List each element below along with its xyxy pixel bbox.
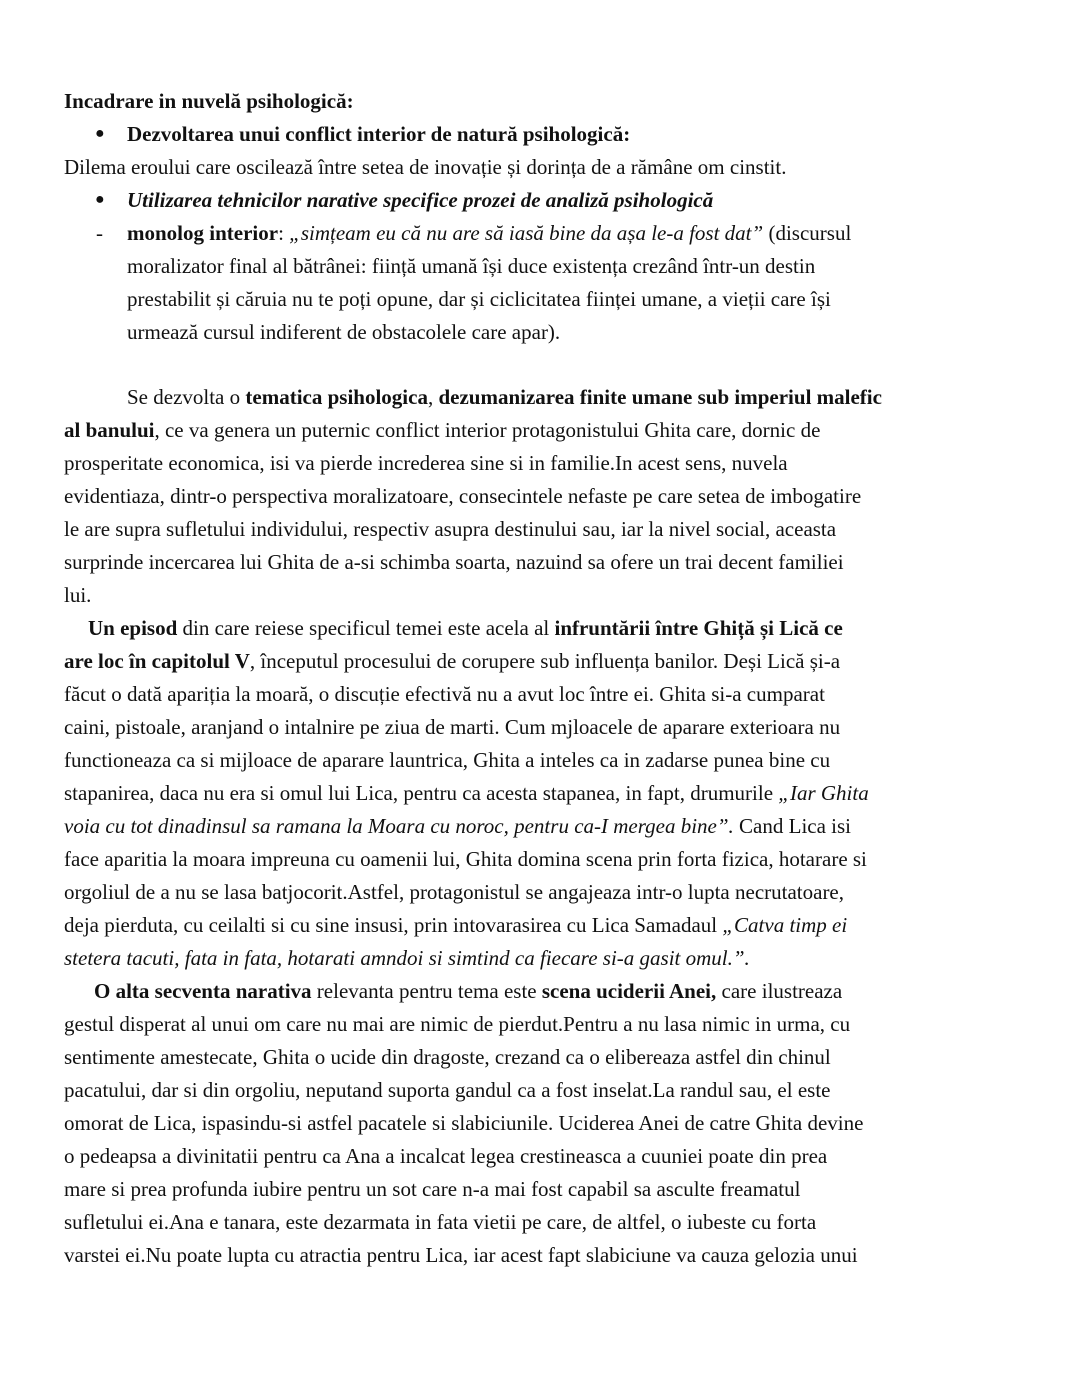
dilemma-line: Dilema eroului care oscilează între setea de inovație și dorința de a rămâne om cinstit. (64, 155, 787, 179)
section-heading: Incadrare in nuvelă psihologică: (64, 89, 354, 113)
p2-line-4: caini, pistoale, aranjand o intalnire pe ziua de marti. Cum mjloacele de aparare exterioara nu (64, 715, 841, 739)
p3-line-3: sentimente amestecate, Ghita o ucide din dragoste, crezand ca o elibereaza astfel din chinul (64, 1045, 831, 1069)
p2-line-2: are loc în capitolul V, începutul procesului de corupere sub influența banilor. Deși Lică și-a (64, 649, 841, 673)
p2-line-1: Un episod din care reiese specificul temei este acela al infruntării între Ghiță și Lică ce (88, 616, 843, 640)
p2-line-7: voia cu tot dinadinsul sa ramana la Moara cu noroc, pentru ca-I mergea bine”. Cand Lica isi (64, 814, 852, 838)
monolog-label: monolog interior (127, 221, 279, 245)
p2-line-8: face aparitia la moara impreuna cu oamenii lui, Ghita domina scena prin forta fizica, hotarare si (64, 847, 867, 871)
p2-line-10: deja pierduta, cu ceilalti si cu sine insusi, prin intovarasirea cu Lica Samadaul „Catva timp ei (64, 913, 848, 937)
monolog-quote: „simțeam eu că nu are să iasă bine da așa le-a fost dat” (289, 221, 764, 245)
p3-line-2: gestul disperat al unui om care nu mai are nimic de pierdut.Pentru a nu lasa nimic in urma, cu (64, 1012, 851, 1036)
p3-line-7: mare si prea profunda iubire pentru un sot care n-a mai fost capabil sa asculte freamatul (64, 1177, 801, 1201)
p3-line-5: omorat de Lica, ispasindu-si astfel pacatele si slabiciunile. Uciderea Anei de catre Ghita devine (64, 1111, 864, 1135)
p1-line-1: Se dezvolta o tematica psihologica, dezumanizarea finite umane sub imperiul malefic (127, 385, 882, 409)
bullet-techniques: Utilizarea tehnicilor narative specifice prozei de analiză psihologică (127, 188, 714, 212)
dash-item-line-4: urmează cursul indiferent de obstacolele care apar). (127, 320, 561, 344)
p1-line-3: prosperitate economica, isi va pierde increderea sine si in familie.In acest sens, nuvela (64, 451, 788, 475)
p1-line-6: surprinde incercarea lui Ghita de a-si schimba soarta, nazuind sa ofere un trai decent familiei (64, 550, 844, 574)
dash-item-line-2: moralizator final al bătrânei: ființă umană își duce existența crezând într-un destin (127, 254, 816, 278)
p3-line-4: pacatului, dar si din orgoliu, neputand suporta gandul ca a fost inselat.La randul sau, el este (64, 1078, 831, 1102)
dash-item-line-1: monolog interior: „simțeam eu că nu are să iasă bine da așa le-a fost dat” (discursul (127, 221, 852, 245)
p3-line-8: sufletului ei.Ana e tanara, este dezarmata in fata vietii pe care, de altfel, o iubeste cu forta (64, 1210, 817, 1234)
p1-line-7: lui. (64, 583, 92, 607)
p2-line-5: functioneaza ca si mijloace de aparare launtrica, Ghita a inteles ca in zadarse punea bine cu (64, 748, 831, 772)
bullet-conflict: Dezvoltarea unui conflict interior de natură psihologică: (127, 122, 631, 146)
p2-line-11: stetera tacuti, fata in fata, hotarati amndoi si simtind ca fiecare si-a gasit omul.”. (64, 946, 750, 970)
p1-line-5: le are supra sufletului individului, respectiv asupra destinului sau, iar la nivel social, aceasta (64, 517, 837, 541)
p3-line-6: o pedeapsa a divinitatii pentru ca Ana a incalcat legea crestineasca a cuuniei poate din prea (64, 1144, 828, 1168)
dash-marker: - (96, 221, 103, 245)
p1-line-4: evidentiaza, dintr-o perspectiva moralizatoare, consecintele nefaste pe care setea de imbogatire (64, 484, 862, 508)
bullet-dot-icon: ● (95, 191, 105, 208)
p3-line-1: O alta secventa narativa relevanta pentru tema este scena uciderii Anei, care ilustreaza (94, 979, 843, 1003)
p3-line-9: varstei ei.Nu poate lupta cu atractia pentru Lica, iar acest fapt slabiciune va cauza gelozia unui (64, 1243, 858, 1267)
p1-line-2: al banului, ce va genera un puternic conflict interior protagonistului Ghita care, dornic de (64, 418, 821, 442)
p2-line-6: stapanirea, daca nu era si omul lui Lica, pentru ca acesta stapanea, in fapt, drumurile „Iar Ghita (64, 781, 869, 805)
p2-line-3: făcut o dată apariția la moară, o discuție efectivă nu a avut loc între ei. Ghita si-a cumparat (64, 682, 825, 706)
dash-item-line-3: prestabilit și căruia nu te poți opune, dar și ciclicitatea ființei umane, a vieții care își (127, 287, 831, 311)
bullet-dot-icon: ● (95, 125, 105, 142)
p2-line-9: orgoliul de a nu se lasa batjocorit.Astfel, protagonistul se angajeaza intr-o lupta necrutatoare, (64, 880, 845, 904)
